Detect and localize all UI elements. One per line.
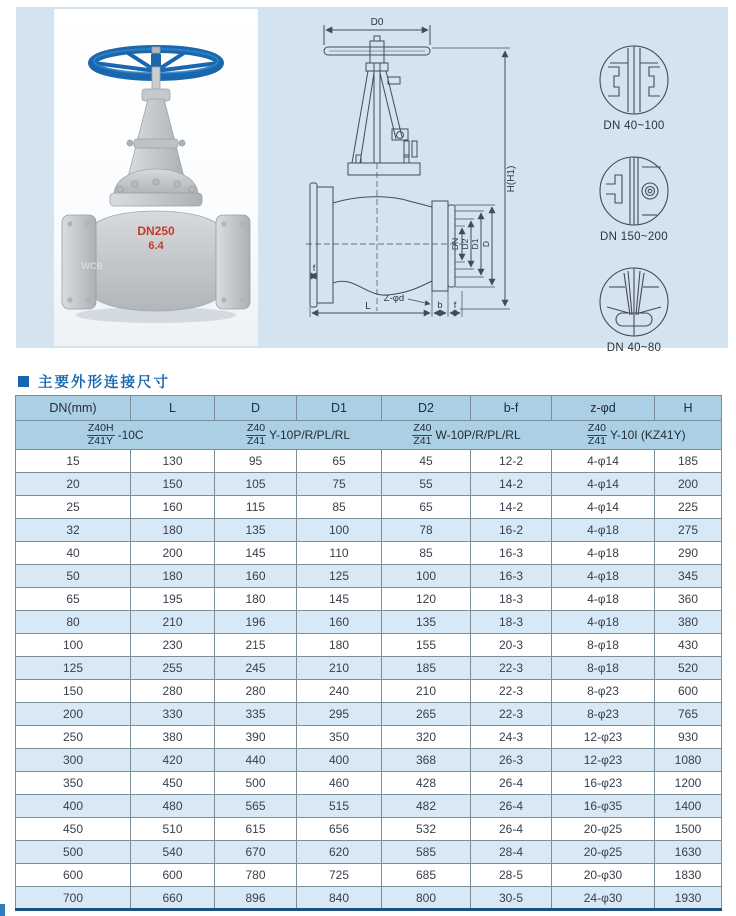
table-cell: 280 xyxy=(131,680,215,703)
table-cell: 482 xyxy=(382,795,471,818)
table-cell: 360 xyxy=(655,588,722,611)
flange-detail-item xyxy=(595,154,673,243)
dim-label-h: H(H1) xyxy=(506,165,517,193)
col-header-d2: D2 xyxy=(382,396,471,421)
table-cell: 335 xyxy=(215,703,297,726)
table-cell: 185 xyxy=(382,657,471,680)
dim-label-d: D xyxy=(481,240,491,248)
table-cell: 428 xyxy=(382,772,471,795)
table-row xyxy=(16,680,722,703)
table-cell: 130 xyxy=(131,450,215,473)
table-cell: 600 xyxy=(131,864,215,887)
table-cell: 30-5 xyxy=(471,887,552,910)
table-cell: 45 xyxy=(382,450,471,473)
table-cell: 18-3 xyxy=(471,588,552,611)
table-cell: 765 xyxy=(655,703,722,726)
table-row xyxy=(16,519,722,542)
table-cell: 345 xyxy=(655,565,722,588)
table-cell: 230 xyxy=(131,634,215,657)
table-cell: 100 xyxy=(382,565,471,588)
table-cell: 50 xyxy=(16,565,131,588)
model-designation: $\frac{Z40}{Z41}$ Y-10I (KZ41Y) xyxy=(552,421,722,450)
table-cell: 100 xyxy=(297,519,382,542)
table-cell: 12-φ23 xyxy=(552,749,655,772)
table-cell: 196 xyxy=(215,611,297,634)
flange-section-icon xyxy=(595,154,673,228)
table-cell: 600 xyxy=(655,680,722,703)
table-cell: 4-φ18 xyxy=(552,611,655,634)
table-cell: 115 xyxy=(215,496,297,519)
model-designation-row xyxy=(16,421,722,450)
table-cell: 14-2 xyxy=(471,496,552,519)
table-cell: 4-φ14 xyxy=(552,496,655,519)
section-title-text: 主要外形连接尺寸 xyxy=(38,375,170,391)
table-cell: 615 xyxy=(215,818,297,841)
dim-label-l: L xyxy=(365,301,371,312)
flange-detail-label: DN 40~100 xyxy=(603,120,665,132)
table-cell: 200 xyxy=(655,473,722,496)
table-cell: 18-3 xyxy=(471,611,552,634)
table-cell: 660 xyxy=(131,887,215,910)
dim-label-d2: D2 xyxy=(460,238,470,250)
table-row xyxy=(16,634,722,657)
table-cell: 200 xyxy=(131,542,215,565)
dimension-drawing xyxy=(304,11,519,323)
table-cell: 1500 xyxy=(655,818,722,841)
table-cell: 28-5 xyxy=(471,864,552,887)
table-cell: 200 xyxy=(16,703,131,726)
table-cell: 215 xyxy=(215,634,297,657)
table-cell: 565 xyxy=(215,795,297,818)
table-cell: 28-4 xyxy=(471,841,552,864)
page-corner-mark xyxy=(0,904,5,916)
table-cell: 65 xyxy=(297,450,382,473)
bonnet xyxy=(110,169,202,206)
table-cell: 295 xyxy=(297,703,382,726)
table-row xyxy=(16,818,722,841)
col-header-dn: DN(mm) xyxy=(16,396,131,421)
table-cell: 400 xyxy=(297,749,382,772)
table-cell: 16-φ35 xyxy=(552,795,655,818)
dimensions-table xyxy=(15,395,722,911)
table-cell: 8-φ23 xyxy=(552,680,655,703)
table-cell: 532 xyxy=(382,818,471,841)
table-cell: 450 xyxy=(131,772,215,795)
table-row xyxy=(16,864,722,887)
table-cell: 460 xyxy=(297,772,382,795)
table-cell: 275 xyxy=(655,519,722,542)
square-bullet-icon xyxy=(18,376,29,387)
table-cell: 450 xyxy=(16,818,131,841)
table-cell: 55 xyxy=(382,473,471,496)
table-cell: 500 xyxy=(16,841,131,864)
table-cell: 290 xyxy=(655,542,722,565)
illustration-panel xyxy=(16,7,728,354)
table-cell: 75 xyxy=(297,473,382,496)
table-cell: 656 xyxy=(297,818,382,841)
model-designation: $\frac{Z40H}{Z41Y}$ -10C xyxy=(16,421,215,450)
table-cell: 4-φ18 xyxy=(552,519,655,542)
table-cell: 210 xyxy=(382,680,471,703)
table-cell: 225 xyxy=(655,496,722,519)
table-cell: 380 xyxy=(131,726,215,749)
table-cell: 150 xyxy=(16,680,131,703)
table-cell: 150 xyxy=(131,473,215,496)
table-cell: 65 xyxy=(16,588,131,611)
table-cell: 22-3 xyxy=(471,657,552,680)
table-body xyxy=(16,450,722,910)
table-cell: 1400 xyxy=(655,795,722,818)
table-row xyxy=(16,657,722,680)
stem-and-yoke xyxy=(127,67,185,177)
col-header-d1: D1 xyxy=(297,396,382,421)
table-cell: 210 xyxy=(131,611,215,634)
table-cell: 12-φ23 xyxy=(552,726,655,749)
table-header-row xyxy=(16,396,722,421)
table-cell: 40 xyxy=(16,542,131,565)
table-cell: 245 xyxy=(215,657,297,680)
table-row xyxy=(16,703,722,726)
table-cell: 4-φ14 xyxy=(552,473,655,496)
flange-detail-list xyxy=(568,43,700,354)
table-cell: 265 xyxy=(382,703,471,726)
table-cell: 300 xyxy=(16,749,131,772)
table-cell: 24-3 xyxy=(471,726,552,749)
table-cell: 100 xyxy=(16,634,131,657)
table-cell: 26-4 xyxy=(471,818,552,841)
table-cell: 155 xyxy=(382,634,471,657)
table-row xyxy=(16,749,722,772)
table-cell: 585 xyxy=(382,841,471,864)
table-row xyxy=(16,473,722,496)
table-cell: 105 xyxy=(215,473,297,496)
table-cell: 95 xyxy=(215,450,297,473)
table-cell: 78 xyxy=(382,519,471,542)
table-cell: 65 xyxy=(382,496,471,519)
table-cell: 1080 xyxy=(655,749,722,772)
table-cell: 24-φ30 xyxy=(552,887,655,910)
table-cell: 145 xyxy=(297,588,382,611)
valve-marking-dn: DN250 xyxy=(137,223,175,238)
table-row xyxy=(16,450,722,473)
table-cell: 240 xyxy=(297,680,382,703)
dim-label-b: b xyxy=(437,300,443,310)
table-cell: 180 xyxy=(131,565,215,588)
col-header-zphid: z-φd xyxy=(552,396,655,421)
dim-label-f-right: f xyxy=(453,300,457,310)
table-cell: 368 xyxy=(382,749,471,772)
table-cell: 80 xyxy=(16,611,131,634)
model-designation: $\frac{Z40}{Z41}$ Y-10P/R/PL/RL xyxy=(215,421,382,450)
table-cell: 1930 xyxy=(655,887,722,910)
table-cell: 510 xyxy=(131,818,215,841)
table-cell: 120 xyxy=(382,588,471,611)
table-cell: 685 xyxy=(382,864,471,887)
table-cell: 4-φ14 xyxy=(552,450,655,473)
table-cell: 14-2 xyxy=(471,473,552,496)
table-cell: 8-φ18 xyxy=(552,657,655,680)
table-cell: 20-3 xyxy=(471,634,552,657)
table-cell: 20-φ25 xyxy=(552,818,655,841)
table-cell: 420 xyxy=(131,749,215,772)
table-cell: 4-φ18 xyxy=(552,542,655,565)
table-cell: 180 xyxy=(215,588,297,611)
table-cell: 1830 xyxy=(655,864,722,887)
table-cell: 330 xyxy=(131,703,215,726)
table-cell: 210 xyxy=(297,657,382,680)
table-cell: 32 xyxy=(16,519,131,542)
dim-label-f-left: f xyxy=(312,263,316,273)
flange-section-icon xyxy=(595,43,673,117)
table-cell: 390 xyxy=(215,726,297,749)
table-cell: 180 xyxy=(297,634,382,657)
table-cell: 620 xyxy=(297,841,382,864)
table-cell: 160 xyxy=(215,565,297,588)
table-cell: 195 xyxy=(131,588,215,611)
table-cell: 800 xyxy=(382,887,471,910)
table-row xyxy=(16,841,722,864)
valve-photo xyxy=(54,9,258,346)
table-cell: 135 xyxy=(382,611,471,634)
table-cell: 670 xyxy=(215,841,297,864)
table-cell: 85 xyxy=(297,496,382,519)
col-header-h: H xyxy=(655,396,722,421)
valve-marking-pn: 6.4 xyxy=(148,239,164,252)
valve-technical-drawing xyxy=(304,11,519,323)
table-cell: 26-4 xyxy=(471,772,552,795)
table-cell: 16-φ23 xyxy=(552,772,655,795)
model-designation: $\frac{Z40}{Z41}$ W-10P/R/PL/RL xyxy=(382,421,552,450)
table-row xyxy=(16,887,722,910)
table-cell: 930 xyxy=(655,726,722,749)
col-header-bf: b-f xyxy=(471,396,552,421)
flange-detail-item xyxy=(595,43,673,132)
table-cell: 350 xyxy=(16,772,131,795)
table-row xyxy=(16,611,722,634)
table-cell: 145 xyxy=(215,542,297,565)
valve-marking-material: WCB xyxy=(81,260,103,271)
table-cell: 840 xyxy=(297,887,382,910)
dim-label-dn: DN xyxy=(450,237,460,251)
table-cell: 135 xyxy=(215,519,297,542)
dim-label-z-phi-d: Z-φd xyxy=(383,293,405,304)
table-cell: 22-3 xyxy=(471,703,552,726)
table-cell: 400 xyxy=(16,795,131,818)
flange-detail-label: DN 150~200 xyxy=(600,231,668,243)
table-row xyxy=(16,496,722,519)
table-cell: 185 xyxy=(655,450,722,473)
table-cell: 110 xyxy=(297,542,382,565)
table-cell: 600 xyxy=(16,864,131,887)
table-cell: 515 xyxy=(297,795,382,818)
table-cell: 250 xyxy=(16,726,131,749)
table-cell: 125 xyxy=(297,565,382,588)
table-cell: 26-4 xyxy=(471,795,552,818)
table-row xyxy=(16,588,722,611)
table-cell: 20-φ25 xyxy=(552,841,655,864)
table-cell: 500 xyxy=(215,772,297,795)
table-cell: 896 xyxy=(215,887,297,910)
table-cell: 22-3 xyxy=(471,680,552,703)
table-cell: 12-2 xyxy=(471,450,552,473)
table-cell: 430 xyxy=(655,634,722,657)
table-cell: 700 xyxy=(16,887,131,910)
table-cell: 8-φ23 xyxy=(552,703,655,726)
dim-label-d1: D1 xyxy=(470,238,480,250)
table-cell: 540 xyxy=(131,841,215,864)
table-row xyxy=(16,565,722,588)
table-cell: 255 xyxy=(131,657,215,680)
table-cell: 160 xyxy=(297,611,382,634)
table-cell: 725 xyxy=(297,864,382,887)
gate-valve-photo-illustration xyxy=(56,23,256,333)
table-row xyxy=(16,542,722,565)
col-header-d: D xyxy=(215,396,297,421)
table-cell: 16-3 xyxy=(471,542,552,565)
table-cell: 16-3 xyxy=(471,565,552,588)
table-cell: 4-φ18 xyxy=(552,565,655,588)
table-cell: 25 xyxy=(16,496,131,519)
section-title xyxy=(18,371,170,392)
table-cell: 380 xyxy=(655,611,722,634)
table-cell: 4-φ18 xyxy=(552,588,655,611)
table-cell: 15 xyxy=(16,450,131,473)
table-cell: 440 xyxy=(215,749,297,772)
table-cell: 350 xyxy=(297,726,382,749)
table-cell: 520 xyxy=(655,657,722,680)
table-cell: 780 xyxy=(215,864,297,887)
table-cell: 8-φ18 xyxy=(552,634,655,657)
table-row xyxy=(16,772,722,795)
table-cell: 26-3 xyxy=(471,749,552,772)
table-cell: 20-φ30 xyxy=(552,864,655,887)
flange-section-icon xyxy=(595,265,673,339)
dim-label-d0: D0 xyxy=(370,17,384,28)
flange-detail-item xyxy=(595,265,673,354)
table-cell: 1200 xyxy=(655,772,722,795)
table-cell: 280 xyxy=(215,680,297,703)
table-cell: 16-2 xyxy=(471,519,552,542)
flange-detail-label: DN 40~80 xyxy=(606,342,662,354)
table-cell: 160 xyxy=(131,496,215,519)
table-cell: 180 xyxy=(131,519,215,542)
table-cell: 20 xyxy=(16,473,131,496)
table-cell: 1630 xyxy=(655,841,722,864)
table-row xyxy=(16,795,722,818)
table-cell: 85 xyxy=(382,542,471,565)
table-cell: 125 xyxy=(16,657,131,680)
col-header-l: L xyxy=(131,396,215,421)
table-cell: 480 xyxy=(131,795,215,818)
table-row xyxy=(16,726,722,749)
table-cell: 320 xyxy=(382,726,471,749)
